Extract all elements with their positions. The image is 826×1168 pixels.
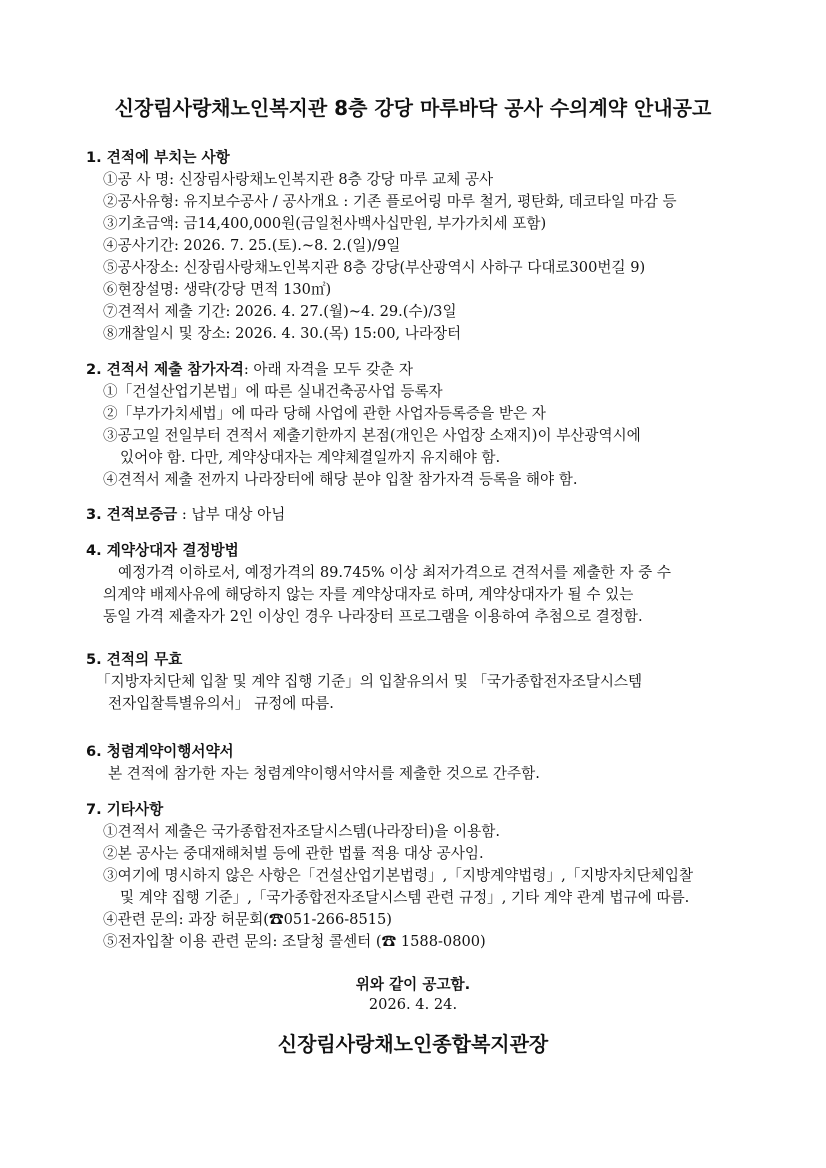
s2-item-4: ④견적서 제출 전까지 나라장터에 해당 분야 입찰 참가자격 등록을 해야 함. — [103, 471, 578, 488]
section-5-heading: 5. 견적의 무효 — [86, 651, 183, 668]
s2-item-1: ①「건설산업기본법」에 따른 실내건축공사업 등록자 — [103, 383, 443, 400]
s4-line-2: 의계약 배제사유에 해당하지 않는 자를 계약상대자로 하며, 계약상대자가 될 수 있는 — [103, 586, 634, 603]
section-3-title: 3. 견적보증금 — [86, 506, 178, 523]
section-2-title: 2. 견적서 제출 참가자격 — [86, 361, 244, 378]
section-6-heading: 6. 청렴계약이행서약서 — [86, 743, 234, 760]
s1-item-6: ⑥현장설명: 생략(강당 면적 130㎡) — [103, 281, 332, 298]
s1-item-4: ④공사기간: 2026. 7. 25.(토).~8. 2.(일)/9일 — [103, 237, 401, 254]
s7-item-4: ④관련 문의: 과장 허문회(☎051-266-8515) — [103, 911, 392, 928]
s1-item-2: ②공사유형: 유지보수공사 / 공사개요 : 기존 플로어링 마루 철거, 평탄화, 데코타일 마감 등 — [103, 193, 677, 210]
s7-item-3-cont: 및 계약 집행 기준」,「국가종합전자조달시스템 관련 규정」, 기타 계약 관계 법규에 따름. — [120, 889, 690, 906]
issuing-organization: 신장림사랑채노인종합복지관장 — [277, 1032, 549, 1056]
s5-line-1: 「지방자치단체 입찰 및 계약 집행 기준」의 입찰유의서 및 「국가종합전자조달시스템 — [96, 673, 643, 690]
s4-line-3: 동일 가격 제출자가 2인 이상인 경우 나라장터 프로그램을 이용하여 추첨으로 결정함. — [103, 608, 643, 625]
s1-item-5: ⑤공사장소: 신장림사랑채노인복지관 8층 강당(부산광역시 사하구 다대로300번길 9) — [103, 259, 646, 276]
s1-item-1: ①공 사 명: 신장림사랑채노인복지관 8층 강당 마루 교체 공사 — [103, 171, 494, 188]
s1-item-8: ⑧개찰일시 및 장소: 2026. 4. 30.(목) 15:00, 나라장터 — [103, 325, 462, 342]
section-4-heading: 4. 계약상대자 결정방법 — [86, 542, 239, 559]
section-2-heading — [86, 360, 413, 380]
section-2-subtitle: : 아래 자격을 모두 갖춘 자 — [243, 361, 413, 378]
s1-item-7: ⑦견적서 제출 기간: 2026. 4. 27.(월)~4. 29.(수)/3일 — [103, 303, 457, 320]
section-3-heading — [86, 505, 285, 525]
s6-line-1: 본 견적에 참가한 자는 청렴계약이행서약서를 제출한 것으로 간주함. — [108, 765, 540, 782]
page-title: 신장림사랑채노인복지관 8층 강당 마루바닥 공사 수의계약 안내공고 — [114, 96, 712, 120]
s7-item-3: ③여기에 명시하지 않은 사항은「건설산업기본법령」,「지방계약법령」,「지방자치단체입찰 — [103, 867, 694, 884]
section-1-heading: 1. 견적에 부치는 사항 — [86, 149, 230, 166]
s7-item-5: ⑤전자입찰 이용 관련 문의: 조달청 콜센터 (☎ 1588-0800) — [103, 933, 486, 950]
s5-line-2: 전자입찰특별유의서」 규정에 따름. — [108, 695, 334, 712]
closing-statement: 위와 같이 공고함. — [355, 976, 471, 993]
s2-item-3-cont: 있어야 함. 다만, 계약상대자는 계약체결일까지 유지해야 함. — [120, 449, 501, 466]
s2-item-3: ③공고일 전일부터 견적서 제출기한까지 본점(개인은 사업장 소재지)이 부산광역시에 — [103, 427, 641, 444]
section-7-heading: 7. 기타사항 — [86, 801, 164, 818]
s7-item-2: ②본 공사는 중대재해처벌 등에 관한 법률 적용 대상 공사임. — [103, 845, 484, 862]
notice-date: 2026. 4. 24. — [368, 996, 458, 1013]
section-3-subtitle: : 납부 대상 아님 — [177, 506, 286, 523]
s1-item-3: ③기초금액: 금14,400,000원(금일천사백사십만원, 부가가치세 포함) — [103, 215, 547, 232]
s2-item-2: ②「부가가치세법」에 따라 당해 사업에 관한 사업자등록증을 받은 자 — [103, 405, 546, 422]
s7-item-1: ①견적서 제출은 국가종합전자조달시스템(나라장터)을 이용함. — [103, 823, 500, 840]
s4-line-1: 예정가격 이하로서, 예정가격의 89.745% 이상 최저가격으로 견적서를 제출한 자 중 수 — [118, 564, 671, 581]
